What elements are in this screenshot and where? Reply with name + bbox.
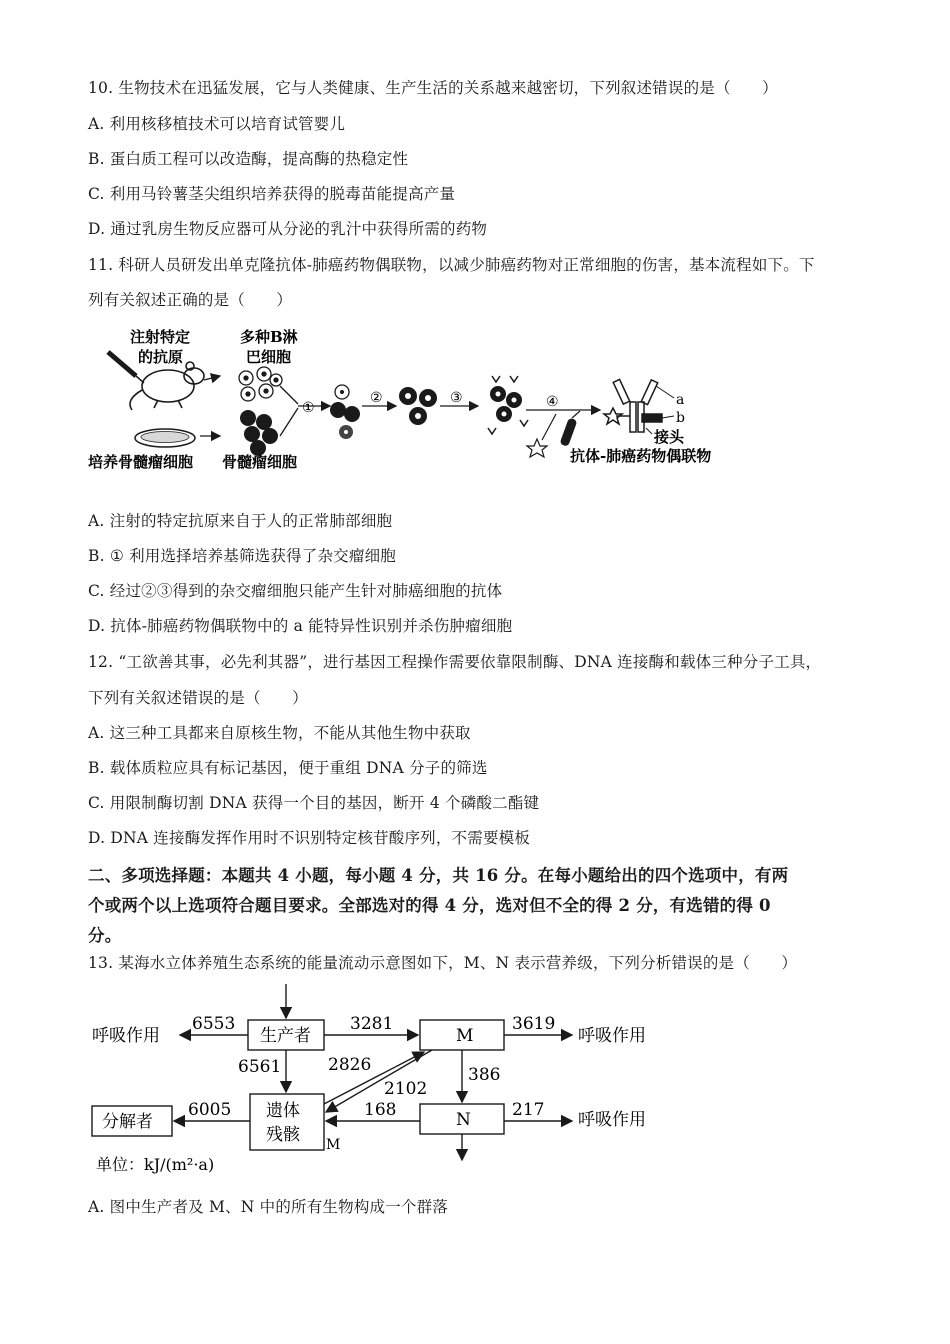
antibody-drug-conjugate-icon [604,379,662,432]
value-m-n: 386 [468,1065,501,1085]
q11-option-a[interactable]: A. 注射的特定抗原来自于人的正常肺部细胞 [88,512,393,530]
q12-stem-line2: 下列有关叙述错误的是（ ） [88,689,308,707]
drug-star-icon [527,439,547,457]
remains-label-2: 残骸 [266,1125,300,1145]
q11-option-b[interactable]: B. ① 利用选择培养基筛选获得了杂交瘤细胞 [88,547,396,565]
producer-label: 生产者 [260,1026,311,1046]
section2-heading-line2: 个或两个以上选项符合题目要求。全部选对的得 4 分，选对但不全的得 2 分，有选错的得 0 [88,896,771,915]
step-3-label: ③ [450,390,463,406]
label-a: a [676,392,685,408]
value-remains-m: 2102 [384,1079,428,1099]
step-2-label: ② [370,390,383,406]
label-b: b [676,410,685,426]
q10-option-b[interactable]: B. 蛋白质工程可以改造酶，提高酶的热稳定性 [88,150,409,168]
step-1-label: ① [302,400,315,416]
remains-label-1: 遗体 [266,1101,300,1121]
respiration-label-m: 呼吸作用 [578,1026,646,1046]
unit-label: 单位：kJ/(m²·a) [96,1155,215,1174]
value-n-remains: 168 [364,1100,397,1120]
value-producer-remains: 6561 [238,1057,282,1077]
b-cell-label-2: 巴细胞 [246,348,292,366]
value-producer-respiration: 6553 [192,1014,236,1034]
remains-m-label: M [326,1137,341,1153]
m-box-label: M [456,1026,474,1046]
q11-option-d[interactable]: D. 抗体-肺癌药物偶联物中的 a 能特异性识别并杀伤肿瘤细胞 [88,617,513,635]
q12-option-d[interactable]: D. DNA 连接酶发挥作用时不识别特定核苷酸序列，不需要模板 [88,829,531,847]
q11-option-c[interactable]: C. 经过②③得到的杂交瘤细胞只能产生针对肺癌细胞的抗体 [88,582,503,600]
myeloma-cells-icon [240,410,278,456]
conjugate-label: 抗体-肺癌药物偶联物 [570,447,712,465]
q12-option-b[interactable]: B. 载体质粒应具有标记基因，便于重组 DNA 分子的筛选 [88,759,488,777]
respiration-label-producer: 呼吸作用 [92,1026,160,1046]
monoclonal-antibody-flow-diagram [80,318,760,478]
hybridoma-cells-icon [399,387,437,425]
q12-option-c[interactable]: C. 用限制酶切割 DNA 获得一个目的基因，断开 4 个磷酸二酯键 [88,794,540,812]
inject-label-2: 的抗原 [138,348,184,366]
q10-stem: 10. 生物技术在迅猛发展，它与人类健康、生产生活的关系越来越密切，下列叙述错误的是（ ） [88,79,778,97]
myeloma-label: 骨髓瘤细胞 [222,453,298,471]
culture-label: 培养骨髓瘤细胞 [88,453,194,471]
decomposer-label: 分解者 [102,1112,153,1132]
linker-label: 接头 [654,428,685,446]
q12-option-a[interactable]: A. 这三种工具都来自原核生物，不能从其他生物中获取 [88,724,471,742]
q10-option-a[interactable]: A. 利用核移植技术可以培育试管婴儿 [88,115,346,133]
b-cell-label-1: 多种B淋 [240,328,298,346]
q13-stem: 13. 某海水立体养殖生态系统的能量流动示意图如下，M、N 表示营养级，下列分析错误的是（ ） [88,954,798,972]
value-producer-m: 3281 [350,1014,394,1034]
section2-heading-line1: 二、多项选择题：本题共 4 小题，每小题 4 分，共 16 分。在每小题给出的四个选项中，有两 [88,866,789,885]
antibody-secreting-cells-icon [488,376,528,434]
value-m-respiration: 3619 [512,1014,556,1034]
n-box-label: N [456,1110,471,1130]
q11-stem-line1: 11. 科研人员研发出单克隆抗体-肺癌药物偶联物，以减少肺癌药物对正常细胞的伤害，基本流程如下。下 [88,256,815,274]
b-cells-icon [239,367,282,401]
value-m-remains: 2826 [328,1055,372,1075]
value-n-respiration: 217 [512,1100,545,1120]
q13-option-a[interactable]: A. 图中生产者及 M、N 中的所有生物构成一个群落 [88,1198,449,1216]
q10-option-c[interactable]: C. 利用马铃薯茎尖组织培养获得的脱毒苗能提高产量 [88,185,456,203]
step-4-label: ④ [546,394,559,410]
q12-stem-line1: 12. “工欲善其事，必先利其器”，进行基因工程操作需要依靠限制酶、DNA 连接酶和载体三种分子工具， [88,653,822,671]
q11-stem-line2: 列有关叙述正确的是（ ） [88,291,293,309]
antibody-tube-icon [559,417,577,446]
fused-cells-icon [330,385,360,439]
inject-label-1: 注射特定 [130,328,191,346]
q10-option-d[interactable]: D. 通过乳房生物反应器可从分泌的乳汁中获得所需的药物 [88,220,488,238]
value-remains-decomposer: 6005 [188,1100,232,1120]
respiration-label-n: 呼吸作用 [578,1110,646,1130]
petri-dish-icon [135,429,195,447]
energy-flow-diagram [88,982,688,1178]
mouse-icon [130,362,204,410]
section2-heading-line3: 分。 [88,926,122,945]
